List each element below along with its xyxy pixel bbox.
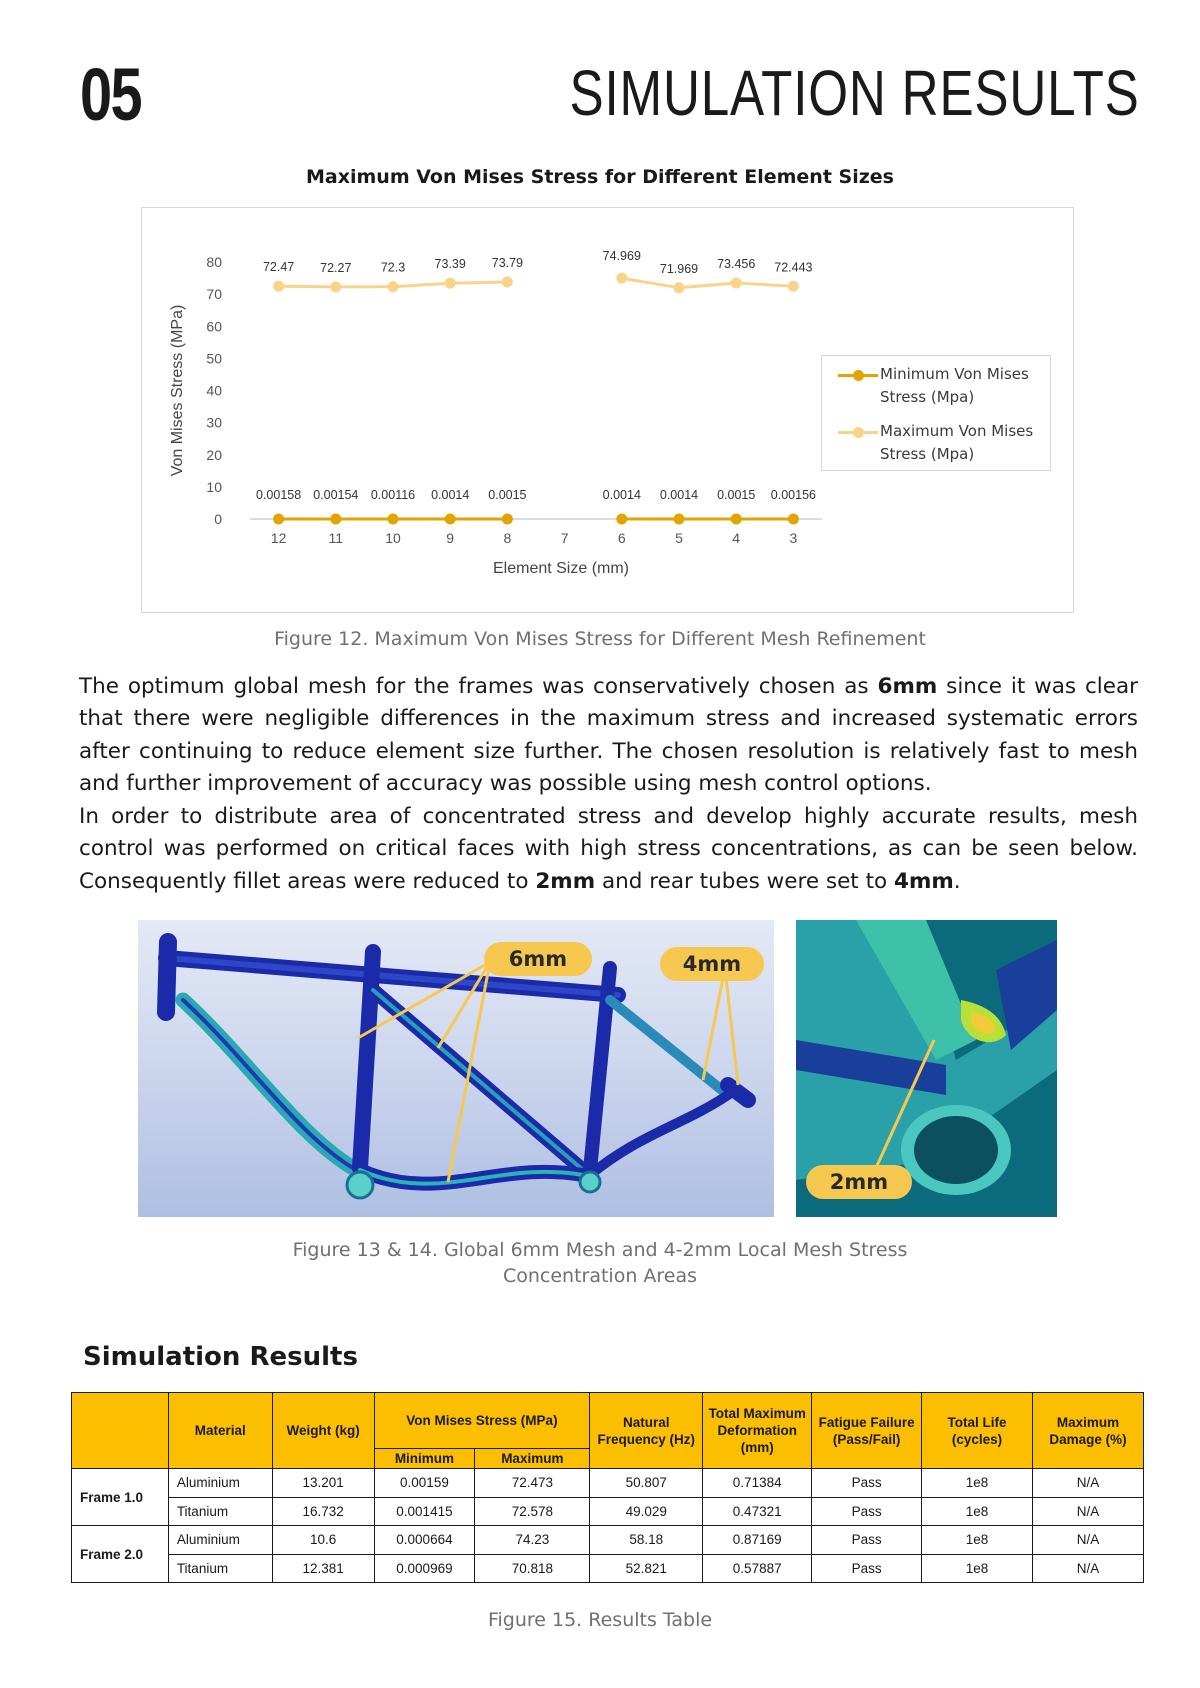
cell-damage: N/A bbox=[1033, 1526, 1144, 1555]
data-point-max bbox=[788, 281, 799, 292]
legend-swatch-min bbox=[838, 374, 878, 377]
data-point-max bbox=[616, 273, 627, 284]
data-point-min bbox=[273, 513, 284, 524]
data-point-min bbox=[445, 513, 456, 524]
x-tick-label: 8 bbox=[503, 530, 512, 546]
cell-life: 1e8 bbox=[922, 1469, 1033, 1498]
x-tick-label: 10 bbox=[385, 530, 401, 546]
cell-min-stress: 0.000664 bbox=[374, 1526, 475, 1555]
cell-min-stress: 0.000969 bbox=[374, 1554, 475, 1583]
paragraph-mesh-choice: The optimum global mesh for the frames was conservatively chosen as 6mm since it was clear that there were negligible differences in the maximum stress and increased systematic errors after continuing to reduce element size further. The chosen resolution is relatively fast to mesh and further improvement of accuracy was possible using mesh control options. bbox=[79, 674, 1138, 796]
y-tick-label: 60 bbox=[206, 318, 222, 335]
header-weight: Weight (kg) bbox=[272, 1393, 374, 1469]
series-line-max bbox=[622, 278, 794, 288]
data-label-max: 73.79 bbox=[491, 255, 524, 270]
header-max-damage: Maximum Damage (%) bbox=[1033, 1393, 1144, 1469]
data-point-max bbox=[731, 278, 742, 289]
data-point-max bbox=[388, 281, 399, 292]
fillet-mesh-image bbox=[796, 920, 1057, 1217]
table-row bbox=[72, 1554, 1144, 1583]
x-tick-label: 3 bbox=[789, 530, 798, 546]
data-label-max: 71.969 bbox=[659, 261, 699, 276]
header-material: Material bbox=[168, 1393, 272, 1469]
legend-swatch-max bbox=[838, 431, 878, 434]
data-point-min bbox=[788, 513, 799, 524]
cell-material: Aluminium bbox=[168, 1526, 272, 1555]
cell-deformation: 0.47321 bbox=[703, 1497, 812, 1526]
results-table bbox=[71, 1392, 1144, 1583]
legend-label-max: Maximum Von Mises Stress (Mpa) bbox=[880, 422, 1034, 463]
data-label-max: 72.47 bbox=[262, 260, 295, 275]
stress-chart bbox=[141, 207, 1074, 613]
data-label-min: 0.0014 bbox=[431, 487, 470, 502]
data-point-max bbox=[330, 281, 341, 292]
cell-life: 1e8 bbox=[922, 1526, 1033, 1555]
data-label-min: 0.0015 bbox=[488, 487, 527, 502]
cell-weight: 16.732 bbox=[272, 1497, 374, 1526]
y-tick-label: 40 bbox=[206, 382, 222, 399]
cell-fatigue: Pass bbox=[812, 1497, 922, 1526]
data-point-min bbox=[388, 513, 399, 524]
callout-2mm: 2mm bbox=[806, 1165, 912, 1199]
cell-damage: N/A bbox=[1033, 1554, 1144, 1583]
frame-label: Frame 1.0 bbox=[72, 1469, 169, 1526]
data-label-max: 72.27 bbox=[320, 260, 352, 275]
cell-damage: N/A bbox=[1033, 1469, 1144, 1498]
legend-label-min: Minimum Von Mises Stress (Mpa) bbox=[880, 365, 1029, 406]
data-label-min: 0.0015 bbox=[717, 487, 756, 502]
data-point-max bbox=[273, 281, 284, 292]
table-row bbox=[72, 1497, 1144, 1526]
figure-13-14-caption-line2: Concentration Areas bbox=[502, 1265, 698, 1287]
frame-mesh-image bbox=[138, 920, 774, 1217]
data-point-min bbox=[330, 513, 341, 524]
cell-deformation: 0.71384 bbox=[703, 1469, 812, 1498]
data-label-min: 0.00116 bbox=[370, 487, 416, 502]
header-deformation: Total Maximum Deformation (mm) bbox=[703, 1393, 812, 1469]
y-tick-label: 80 bbox=[206, 254, 222, 270]
callout-6mm: 6mm bbox=[484, 942, 592, 976]
x-tick-label: 9 bbox=[446, 530, 455, 546]
data-point-max bbox=[674, 282, 685, 293]
data-point-min bbox=[674, 513, 685, 524]
cell-frequency: 52.821 bbox=[590, 1554, 703, 1583]
data-label-max: 72.3 bbox=[380, 260, 406, 275]
data-label-min: 0.0014 bbox=[602, 487, 641, 502]
table-row bbox=[72, 1526, 1144, 1555]
cell-weight: 12.381 bbox=[272, 1554, 374, 1583]
cell-damage: N/A bbox=[1033, 1497, 1144, 1526]
cell-frequency: 58.18 bbox=[590, 1526, 703, 1555]
cell-material: Titanium bbox=[168, 1554, 272, 1583]
cell-fatigue: Pass bbox=[812, 1554, 922, 1583]
figure-15-caption: Figure 15. Results Table bbox=[487, 1609, 713, 1631]
frame-label: Frame 2.0 bbox=[72, 1526, 169, 1583]
section-title: SIMULATION RESULTS bbox=[569, 57, 1140, 129]
header-fatigue: Fatigue Failure (Pass/Fail) bbox=[812, 1393, 922, 1469]
legend-item-max bbox=[838, 420, 1048, 468]
cell-frequency: 49.029 bbox=[590, 1497, 703, 1526]
data-label-max: 74.969 bbox=[602, 249, 641, 264]
x-tick-label: 4 bbox=[732, 530, 741, 546]
data-point-min bbox=[502, 513, 513, 524]
data-label-min: 0.00154 bbox=[313, 487, 359, 502]
y-tick-label: 30 bbox=[206, 414, 222, 431]
y-axis-title: Von Mises Stress (MPa) bbox=[169, 304, 186, 477]
cell-weight: 13.201 bbox=[272, 1469, 374, 1498]
cell-frequency: 50.807 bbox=[590, 1469, 703, 1498]
y-tick-label: 20 bbox=[206, 446, 222, 463]
cell-max-stress: 70.818 bbox=[475, 1554, 590, 1583]
chart-legend bbox=[821, 355, 1051, 471]
x-tick-label: 12 bbox=[270, 530, 287, 546]
cell-deformation: 0.57887 bbox=[703, 1554, 812, 1583]
data-point-max bbox=[445, 278, 456, 289]
cell-min-stress: 0.001415 bbox=[374, 1497, 475, 1526]
header-total-life: Total Life (cycles) bbox=[922, 1393, 1033, 1469]
cell-life: 1e8 bbox=[922, 1554, 1033, 1583]
paragraph-mesh-control: In order to distribute area of concentrated stress and develop highly accurate results, mesh control was performed on critical faces with high stress concentrations, as can be seen below. Consequently fillet areas were reduced to 2mm and rear tubes were set to 4mm. bbox=[79, 804, 1138, 894]
data-label-max: 73.456 bbox=[717, 257, 756, 272]
data-point-min bbox=[731, 513, 742, 524]
cell-weight: 10.6 bbox=[272, 1526, 374, 1555]
data-label-max: 72.443 bbox=[774, 260, 813, 275]
figure-13-14-caption-line1: Figure 13 & 14. Global 6mm Mesh and 4-2mm Local Mesh Stress bbox=[292, 1239, 908, 1261]
header-frame bbox=[72, 1393, 169, 1469]
header-maximum: Maximum bbox=[475, 1449, 590, 1469]
y-tick-label: 10 bbox=[206, 478, 222, 495]
header-minimum: Minimum bbox=[374, 1449, 475, 1469]
header-natural-frequency: Natural Frequency (Hz) bbox=[590, 1393, 703, 1469]
cell-material: Aluminium bbox=[168, 1469, 272, 1498]
x-tick-label: 7 bbox=[560, 530, 569, 546]
x-tick-label: 5 bbox=[675, 530, 683, 546]
header-von-mises: Von Mises Stress (MPa) bbox=[374, 1393, 590, 1449]
cell-deformation: 0.87169 bbox=[703, 1526, 812, 1555]
data-label-min: 0.00158 bbox=[256, 487, 302, 502]
data-point-max bbox=[502, 276, 513, 287]
cell-life: 1e8 bbox=[922, 1497, 1033, 1526]
chart-title: Maximum Von Mises Stress for Different Element Sizes bbox=[306, 166, 894, 188]
callout-4mm: 4mm bbox=[660, 947, 764, 981]
data-label-min: 0.00156 bbox=[770, 487, 816, 502]
y-tick-label: 0 bbox=[214, 511, 222, 527]
cell-max-stress: 74.23 bbox=[475, 1526, 590, 1555]
x-axis-title: Element Size (mm) bbox=[492, 560, 630, 577]
data-label-max: 73.39 bbox=[434, 257, 466, 272]
results-heading: Simulation Results bbox=[83, 1342, 358, 1372]
table-row bbox=[72, 1469, 1144, 1498]
cell-max-stress: 72.578 bbox=[475, 1497, 590, 1526]
legend-item-min bbox=[838, 363, 1048, 411]
figure-12-caption: Figure 12. Maximum Von Mises Stress for Different Mesh Refinement bbox=[274, 628, 926, 650]
x-tick-label: 11 bbox=[328, 530, 344, 546]
cell-fatigue: Pass bbox=[812, 1469, 922, 1498]
section-number: 05 bbox=[80, 53, 142, 136]
cell-min-stress: 0.00159 bbox=[374, 1469, 475, 1498]
data-point-min bbox=[616, 513, 627, 524]
cell-max-stress: 72.473 bbox=[475, 1469, 590, 1498]
cell-fatigue: Pass bbox=[812, 1526, 922, 1555]
data-label-min: 0.0014 bbox=[659, 487, 699, 502]
x-tick-label: 6 bbox=[617, 530, 626, 546]
y-tick-label: 50 bbox=[206, 350, 222, 367]
cell-material: Titanium bbox=[168, 1497, 272, 1526]
y-tick-label: 70 bbox=[206, 286, 222, 303]
